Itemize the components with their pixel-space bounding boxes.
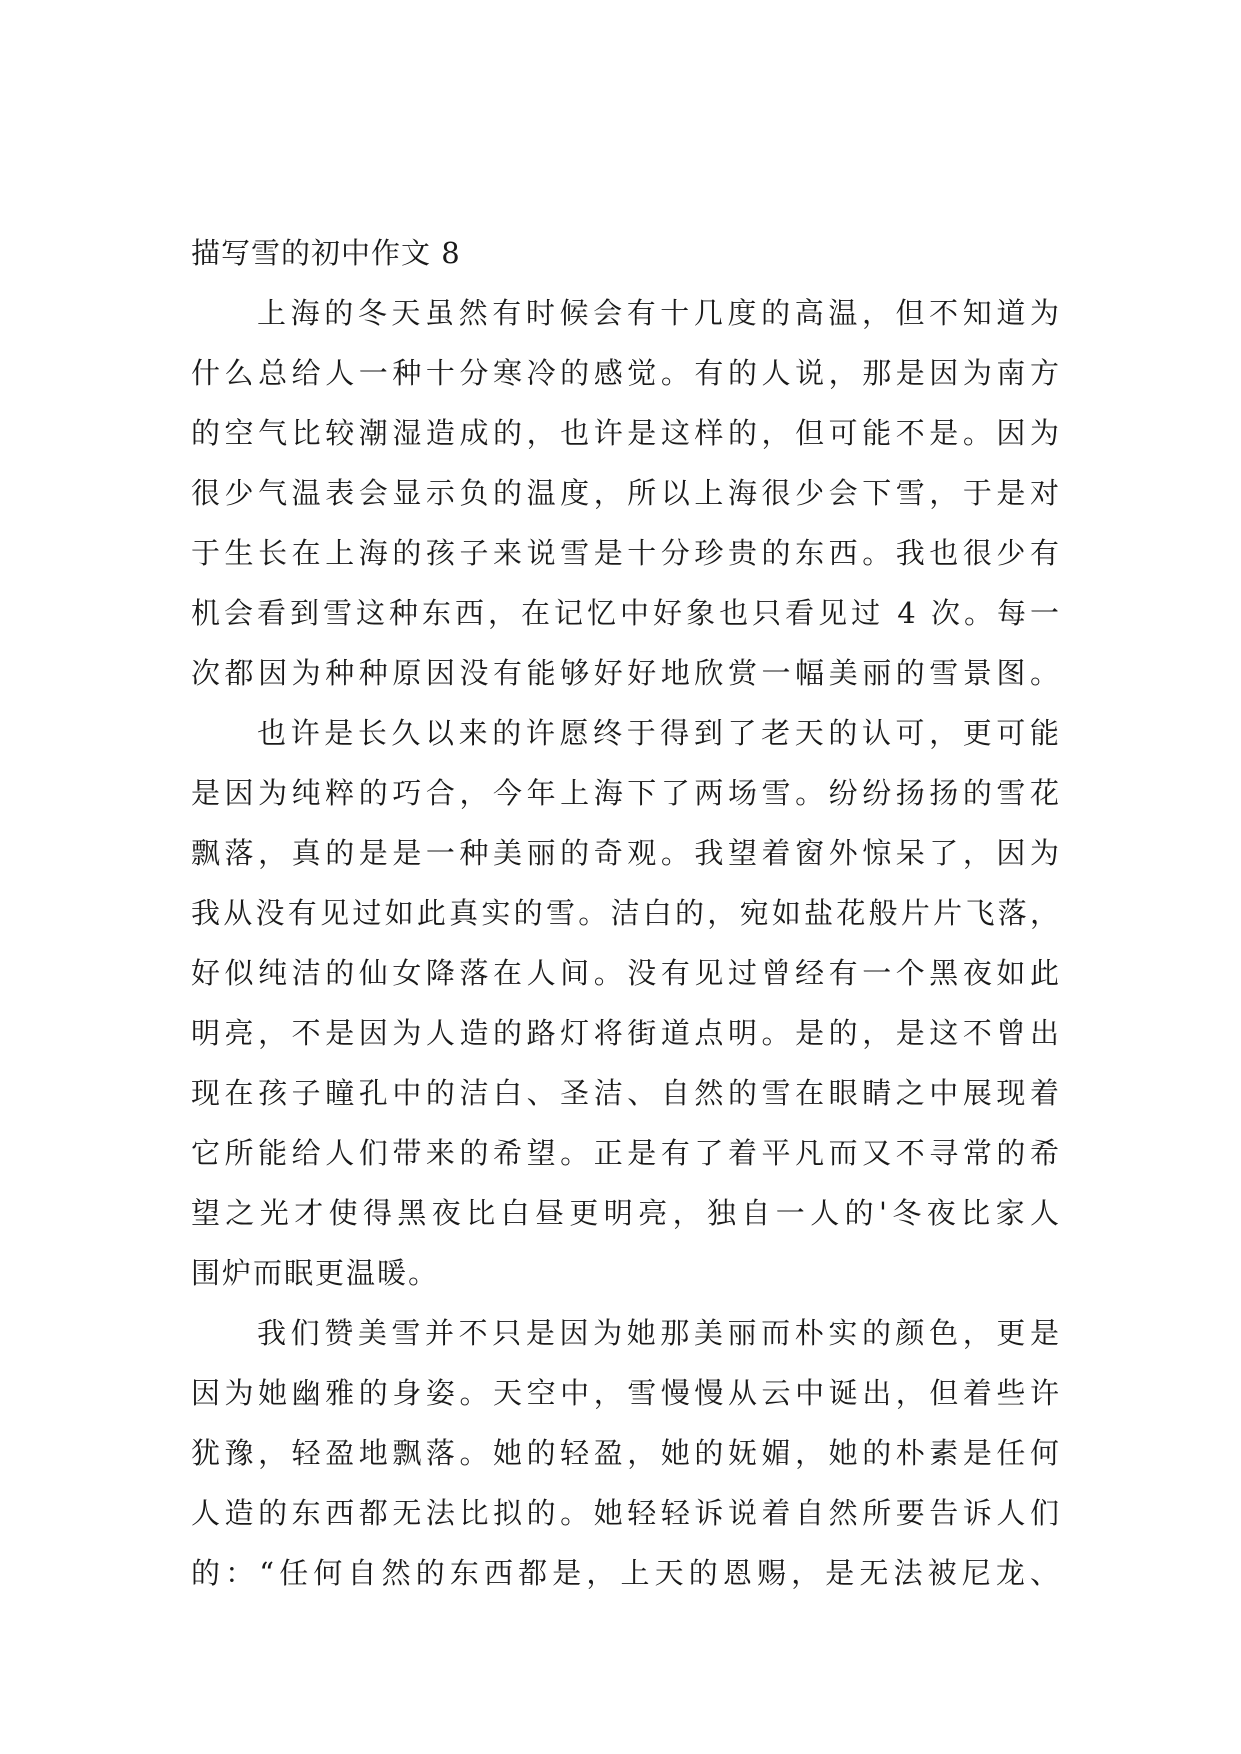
paragraph-line: 的空气比较潮湿造成的，也许是这样的，但可能不是。因为 — [191, 416, 1061, 450]
paragraph-2 — [191, 703, 1061, 1303]
paragraph-line: 我们赞美雪并不只是因为她那美丽而朴实的颜色，更是 — [257, 1316, 1061, 1350]
paragraph-line: 什么总给人一种十分寒冷的感觉。有的人说，那是因为南方 — [191, 356, 1061, 390]
paragraph-line: 机会看到雪这种东西，在记忆中好象也只看见过 4 次。每一 — [191, 596, 1061, 630]
paragraph-line: 明亮，不是因为人造的路灯将街道点明。是的，是这不曾出 — [191, 1016, 1061, 1050]
paragraph-line: 犹豫，轻盈地飘落。她的轻盈，她的妩媚，她的朴素是任何 — [191, 1436, 1061, 1470]
paragraph-line: 上海的冬天虽然有时候会有十几度的高温，但不知道为 — [257, 296, 1061, 330]
paragraph-line: 望之光才使得黑夜比白昼更明亮，独自一人的'冬夜比家人 — [191, 1196, 1061, 1230]
paragraph-line: 围炉而眠更温暖。 — [191, 1256, 440, 1290]
paragraph-1 — [191, 283, 1061, 703]
paragraph-line: 人造的东西都无法比拟的。她轻轻诉说着自然所要告诉人们 — [191, 1496, 1061, 1530]
document-body — [191, 223, 1061, 1603]
document-title: 描写雪的初中作文 8 — [191, 236, 461, 270]
paragraph-line: 的：“任何自然的东西都是，上天的恩赐，是无法被尼龙、 — [191, 1556, 1061, 1590]
paragraph-line: 我从没有见过如此真实的雪。洁白的，宛如盐花般片片飞落， — [191, 896, 1061, 930]
paragraph-3 — [191, 1303, 1061, 1603]
paragraph-line: 是因为纯粹的巧合，今年上海下了两场雪。纷纷扬扬的雪花 — [191, 776, 1061, 810]
paragraph-line: 飘落，真的是是一种美丽的奇观。我望着窗外惊呆了，因为 — [191, 836, 1061, 870]
paragraph-line: 于生长在上海的孩子来说雪是十分珍贵的东西。我也很少有 — [191, 536, 1061, 570]
paragraph-line: 次都因为种种原因没有能够好好地欣赏一幅美丽的雪景图。 — [191, 656, 1061, 690]
paragraph-line: 它所能给人们带来的希望。正是有了着平凡而又不寻常的希 — [191, 1136, 1061, 1170]
paragraph-line: 现在孩子瞳孔中的洁白、圣洁、自然的雪在眼睛之中展现着 — [191, 1076, 1061, 1110]
paragraph-line: 很少气温表会显示负的温度，所以上海很少会下雪，于是对 — [191, 476, 1061, 510]
paragraph-line: 因为她幽雅的身姿。天空中，雪慢慢从云中诞出，但着些许 — [191, 1376, 1061, 1410]
paragraph-line: 也许是长久以来的许愿终于得到了老天的认可，更可能 — [257, 716, 1061, 750]
paragraph-line: 好似纯洁的仙女降落在人间。没有见过曾经有一个黑夜如此 — [191, 956, 1061, 990]
